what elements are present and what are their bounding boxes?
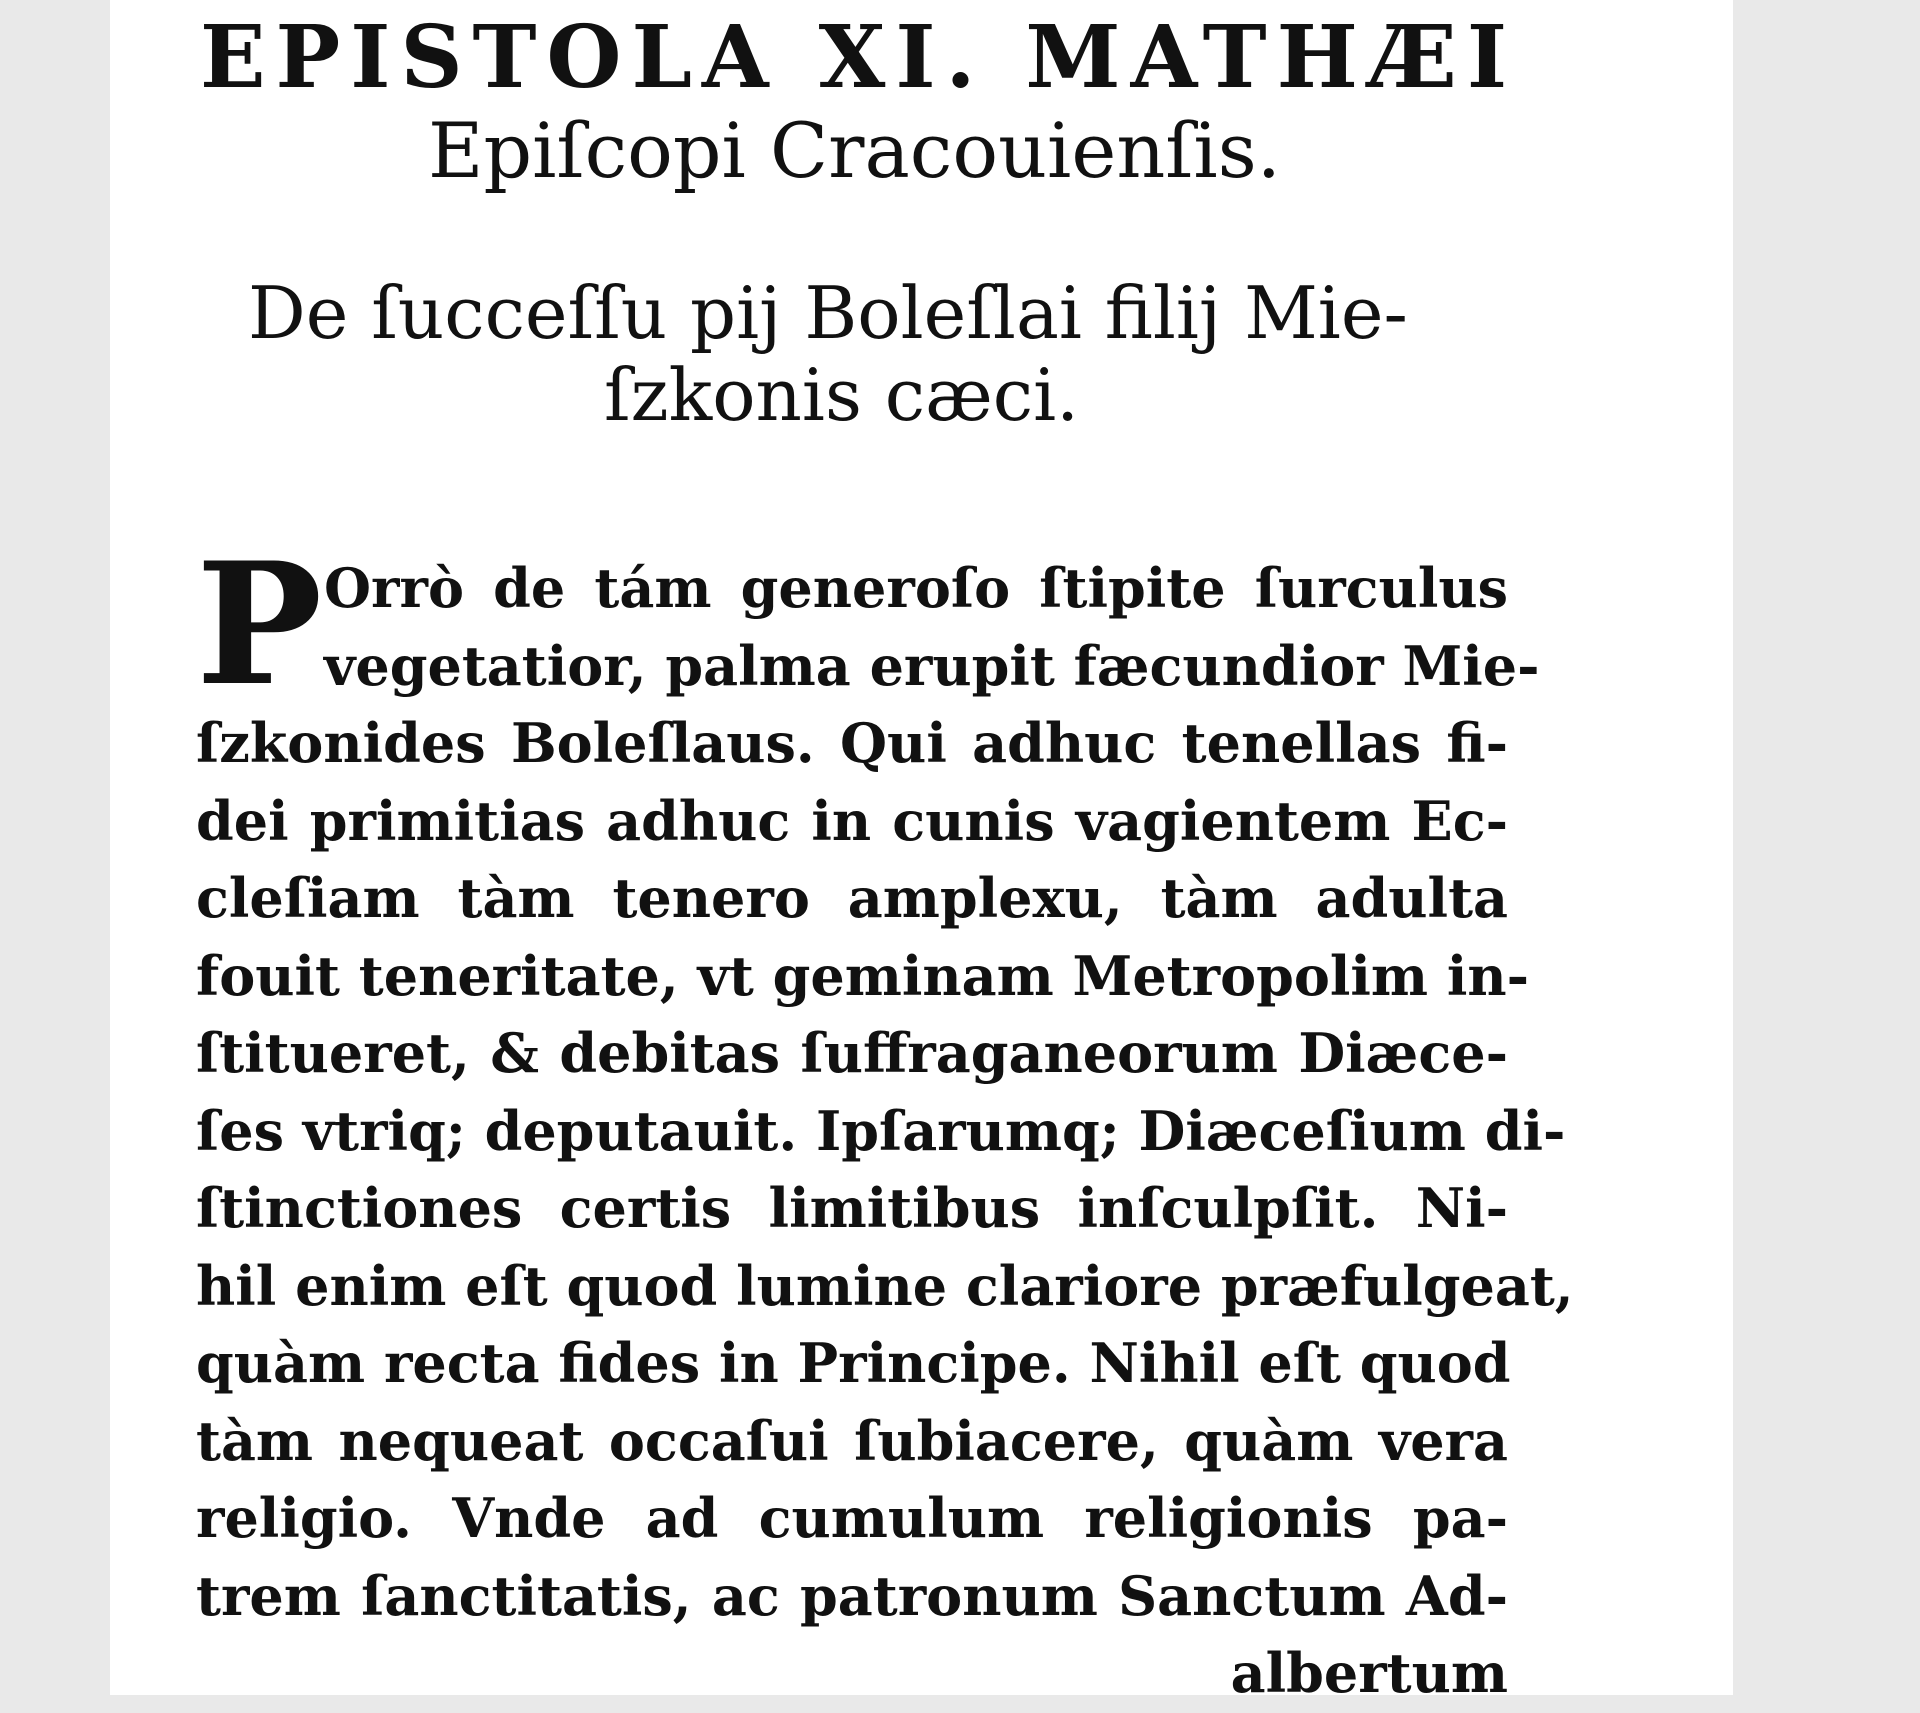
drop-cap: P bbox=[196, 525, 323, 723]
text-line: Orrò de tám generoſo ſtipite ſurculus bbox=[324, 556, 1508, 620]
text-line: ſtitueret, & debitas ſuffraganeorum Diæce- bbox=[196, 1021, 1508, 1085]
page-title: EPISTOLA XI. MATHÆI bbox=[200, 7, 1518, 108]
text-line: ſes vtriq; deputauit. Ipſarumq; Diæceſium di- bbox=[196, 1098, 1566, 1163]
text-line: vegetatior, palma erupit fæcundior Mie- bbox=[324, 633, 1540, 698]
text-line: tàm nequeat occaſui ſubiacere, quàm vera bbox=[196, 1408, 1508, 1473]
body-text bbox=[196, 550, 1574, 1713]
heading-line: De ſucceſſu pij Boleſlai filij Mie- bbox=[248, 271, 1408, 355]
text-line: ſtinctiones certis limitibus inſculpſit. Ni- bbox=[196, 1176, 1508, 1240]
text-line: hil enim eſt quod lumine clariore præfulgeat, bbox=[196, 1253, 1574, 1318]
text-line: religio. Vnde ad cumulum religionis pa- bbox=[196, 1486, 1508, 1550]
heading-line: ſzkonis cæci. bbox=[604, 353, 1080, 437]
text-line: cleſiam tàm tenero amplexu, tàm adulta bbox=[196, 866, 1508, 930]
text-line: trem ſanctitatis, ac patronum Sanctum Ad- bbox=[196, 1563, 1508, 1628]
text-line: quàm recta fides in Principe. Nihil eſt quod bbox=[196, 1331, 1511, 1395]
text-line: dei primitias adhuc in cunis vagientem Ec- bbox=[196, 788, 1508, 853]
text-line: ſzkonides Boleſlaus. Qui adhuc tenellas fi- bbox=[196, 711, 1508, 775]
text-line: fouit teneritate, vt geminam Metropolim in- bbox=[196, 943, 1530, 1008]
catchword: albertum bbox=[1230, 1641, 1508, 1705]
page-subtitle: Epiſcopi Cracouienſis. bbox=[428, 106, 1281, 195]
chapter-heading bbox=[248, 272, 1548, 436]
